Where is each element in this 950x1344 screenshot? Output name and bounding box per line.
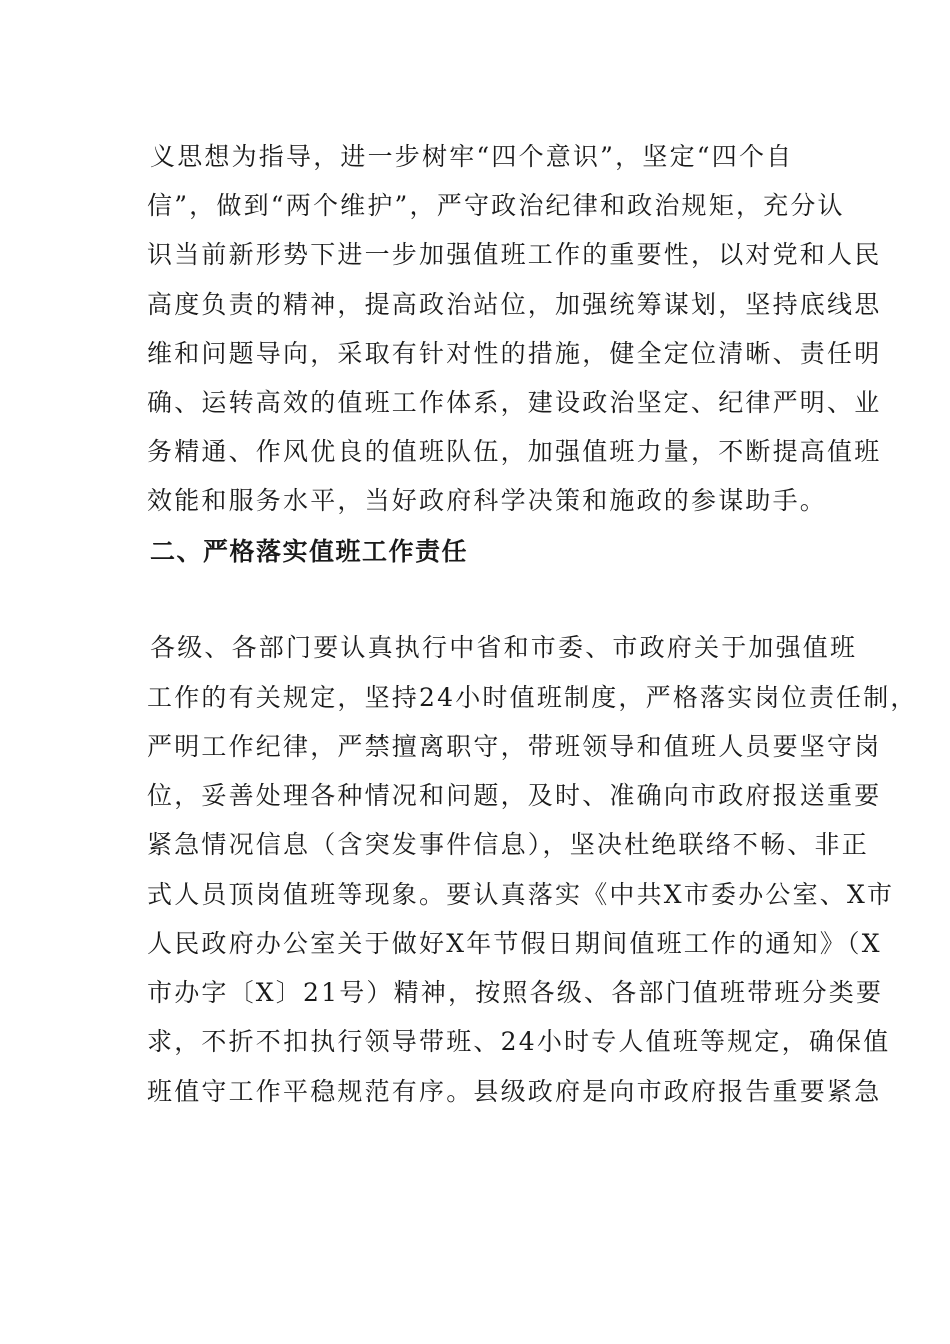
paragraph-1-line-3: 识当前新形势下进一步加强值班工作的重要性，以对党和人民: [147, 240, 882, 269]
paragraph-2-line-8: 市办字〔X〕21号）精神，按照各级、各部门值班带班分类要: [147, 978, 884, 1007]
paragraph-2-line-3: 严明工作纪律，严禁擅离职守，带班领导和值班人员要坚守岗: [147, 732, 882, 761]
paragraph-2-line-10: 班值守工作平稳规范有序。县级政府是向市政府报告重要紧急: [147, 1077, 882, 1106]
paragraph-2-line-2: 工作的有关规定，坚持24小时值班制度，严格落实岗位责任制，: [147, 683, 918, 712]
paragraph-1-line-8: 效能和服务水平，当好政府科学决策和施政的参谋助手。: [147, 486, 828, 515]
paragraph-1-line-1: 义思想为指导，进一步树牢“四个意识”，坚定“四个自: [150, 142, 794, 171]
paragraph-1-line-2: 信”，做到“两个维护”，严守政治纪律和政治规矩，充分认: [147, 191, 845, 220]
paragraph-1-line-6: 确、运转高效的值班工作体系，建设政治坚定、纪律严明、业: [147, 388, 882, 417]
paragraph-2-line-4: 位，妥善处理各种情况和问题，及时、准确向市政府报送重要: [147, 781, 882, 810]
paragraph-1-line-5: 维和问题导向，采取有针对性的措施，健全定位清晰、责任明: [147, 339, 882, 368]
section-heading: 二、严格落实值班工作责任: [150, 537, 469, 566]
paragraph-1-line-7: 务精通、作风优良的值班队伍，加强值班力量，不断提高值班: [147, 437, 882, 466]
paragraph-2-line-6: 式人员顶岗值班等现象。要认真落实《中共X市委办公室、X市: [147, 880, 895, 909]
paragraph-2-line-5: 紧急情况信息（含突发事件信息），坚决杜绝联络不畅、非正: [147, 830, 869, 859]
paragraph-2-line-1: 各级、各部门要认真执行中省和市委、市政府关于加强值班: [150, 633, 858, 662]
paragraph-1-line-4: 高度负责的精神，提高政治站位，加强统筹谋划，坚持底线思: [147, 290, 882, 319]
paragraph-2-line-9: 求，不折不扣执行领导带班、24小时专人值班等规定，确保值: [147, 1027, 891, 1056]
paragraph-2-line-7: 人民政府办公室关于做好X年节假日期间值班工作的通知》（X: [147, 929, 882, 958]
